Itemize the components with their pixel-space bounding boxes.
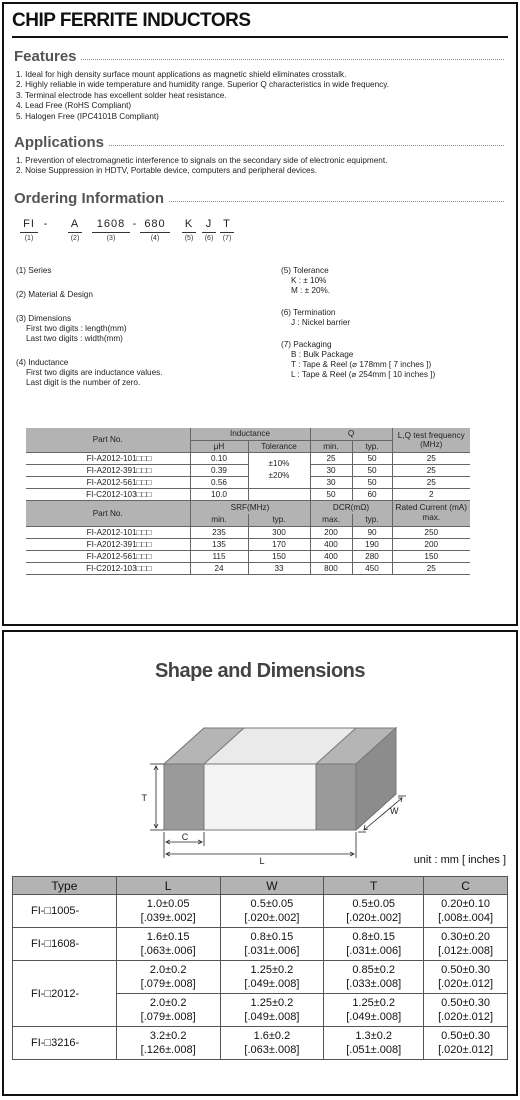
srf-typ: 300 — [248, 526, 310, 538]
ordering-left-column — [16, 266, 256, 402]
inductance-value: 0.10 — [190, 452, 248, 464]
code-number: (4) — [150, 235, 160, 242]
q-typ: 50 — [352, 452, 392, 464]
table-row — [13, 895, 508, 928]
col-header-l: L — [116, 877, 220, 895]
type-cell: FI-□3216- — [13, 1027, 117, 1060]
col-header-type: Type — [13, 877, 117, 895]
type-cell: FI-□2012- — [13, 961, 117, 1027]
w-cell: 1.6±0.2 [.063±.008] — [220, 1027, 324, 1060]
code-underline — [92, 232, 130, 233]
col-header-test-freq: L,Q test frequency (MHz) — [392, 428, 470, 452]
shape-dimensions-title: Shape and Dimensions — [154, 660, 366, 682]
col-header-q-min: min. — [310, 440, 352, 452]
srf-min: 235 — [190, 526, 248, 538]
l-cell: 3.2±0.2 [.126±.008] — [116, 1027, 220, 1060]
l-cell: 2.0±0.2 [.079±.008] — [116, 961, 220, 994]
t-cell: 1.25±0.2 [.049±.008] — [324, 994, 424, 1027]
code-packaging: T — [223, 218, 231, 230]
inductance-value: 0.39 — [190, 464, 248, 476]
table-row — [26, 526, 470, 538]
code-tolerance: K — [184, 218, 194, 230]
code-dimensions: 1608 — [96, 218, 126, 230]
rated-current: 250 — [392, 526, 470, 538]
dimensions-table — [12, 876, 508, 1060]
ordering-subitem: J : Nickel barrier — [291, 318, 351, 327]
ordering-item: (4) Inductance — [16, 358, 69, 367]
col-header-srf: SRF(MHz) — [190, 500, 310, 514]
applications-heading: Applications — [14, 134, 504, 152]
list-item: 1. Ideal for high density surface mount applications as magnetic shield eliminates crosstalk. — [16, 70, 347, 79]
table-row — [13, 928, 508, 961]
part-number: FI-C2012-103□□□ — [26, 488, 190, 500]
col-header-part: Part No. — [26, 500, 190, 526]
title-rule — [12, 36, 508, 38]
c-cell: 0.20±0.10 [.008±.004] — [424, 895, 508, 928]
c-cell: 0.30±0.20 [.012±.008] — [424, 928, 508, 961]
col-header-dcr: DCR(mΩ) — [310, 500, 392, 514]
dimension-label-c: C — [181, 832, 189, 842]
list-item: 2. Noise Suppression in HDTV, Portable device, computers and peripheral devices. — [16, 166, 317, 176]
q-typ: 60 — [352, 488, 392, 500]
ordering-subitem: M : ± 20%. — [291, 286, 331, 295]
code-number: (5) — [184, 235, 194, 242]
table-row — [13, 1027, 508, 1060]
code-termination: J — [205, 218, 213, 230]
ordering-item: (5) Tolerance — [281, 266, 329, 275]
part-number: FI-A2012-561□□□ — [26, 550, 190, 562]
inductance-value: 10.0 — [190, 488, 248, 500]
ordering-item: (2) Material & Design — [16, 290, 93, 299]
tolerance-cell — [248, 452, 310, 488]
rated-current: 150 — [392, 550, 470, 562]
col-header-w: W — [220, 877, 324, 895]
t-cell: 1.3±0.2 [.051±.008] — [324, 1027, 424, 1060]
l-cell: 2.0±0.2 [.079±.008] — [116, 994, 220, 1027]
t-cell: 0.8±0.15 [.031±.006] — [324, 928, 424, 961]
dcr-typ: 190 — [352, 538, 392, 550]
test-freq: 25 — [392, 476, 470, 488]
col-header-q-typ: typ. — [352, 440, 392, 452]
list-item: 5. Halogen Free (IPC4101B Compliant) — [16, 111, 159, 121]
q-typ: 50 — [352, 464, 392, 476]
q-min: 30 — [310, 476, 352, 488]
list-item: 4. Lead Free (RoHS Compliant) — [16, 101, 132, 111]
applications-list — [16, 156, 387, 177]
dcr-typ: 280 — [352, 550, 392, 562]
c-cell: 0.50±0.30 [.020±.012] — [424, 1027, 508, 1060]
ordering-item: (1) Series — [16, 266, 52, 275]
ordering-item: (3) Dimensions — [16, 314, 72, 323]
code-inductance: 680 — [144, 218, 166, 230]
part-number: FI-A2012-101□□□ — [26, 526, 190, 538]
code-underline — [20, 232, 38, 233]
srf-min: 135 — [190, 538, 248, 550]
part-number: FI-A2012-391□□□ — [26, 464, 190, 476]
rated-current: 200 — [392, 538, 470, 550]
dimension-label-w: W — [390, 806, 399, 816]
col-header-tolerance: Tolerance — [248, 440, 310, 452]
q-min: 30 — [310, 464, 352, 476]
w-cell: 0.5±0.05 [.020±.002] — [220, 895, 324, 928]
ordering-item: (7) Packaging — [281, 340, 332, 349]
w-cell: 0.8±0.15 [.031±.006] — [220, 928, 324, 961]
part-number: FI-A2012-561□□□ — [26, 476, 190, 488]
dcr-max: 200 — [310, 526, 352, 538]
rated-current: 25 — [392, 562, 470, 574]
dcr-typ: 450 — [352, 562, 392, 574]
srf-min: 24 — [190, 562, 248, 574]
col-header-srf-min: min. — [190, 514, 248, 526]
table-row — [26, 452, 470, 464]
ordering-subitem: T : Tape & Reel (⌀ 178mm [ 7 inches ]) — [291, 360, 432, 369]
ordering-subitem: K : ± 10% — [291, 276, 327, 285]
w-cell: 1.25±0.2 [.049±.008] — [220, 961, 324, 994]
ordering-subitem: First two digits : length(mm) — [26, 324, 127, 333]
srf-typ: 150 — [248, 550, 310, 562]
ordering-heading: Ordering Information — [14, 190, 504, 208]
col-header-dcr-typ: typ. — [352, 514, 392, 526]
code-dash: - — [43, 218, 49, 230]
dcr-max: 400 — [310, 550, 352, 562]
ordering-subitem: First two digits are inductance values. — [26, 368, 163, 377]
type-cell: FI-□1608- — [13, 928, 117, 961]
col-header-c: C — [424, 877, 508, 895]
col-header-dcr-max: max. — [310, 514, 352, 526]
table-row — [13, 961, 508, 994]
test-freq: 25 — [392, 464, 470, 476]
t-cell: 0.5±0.05 [.020±.002] — [324, 895, 424, 928]
w-cell: 1.25±0.2 [.049±.008] — [220, 994, 324, 1027]
t-cell: 0.85±0.2 [.033±.008] — [324, 961, 424, 994]
ordering-item: (6) Termination — [281, 308, 336, 317]
c-cell: 0.50±0.30 [.020±.012] — [424, 961, 508, 994]
list-item: 1. Prevention of electromagnetic interference to signals on the secondary side of electronic equipment. — [16, 156, 388, 165]
code-number: (2) — [70, 235, 80, 242]
ordering-right-column — [281, 266, 511, 394]
l-cell: 1.6±0.15 [.063±.006] — [116, 928, 220, 961]
code-number: (7) — [222, 235, 232, 242]
table-row — [26, 538, 470, 550]
ordering-subitem: L : Tape & Reel (⌀ 254mm [ 10 inches ]) — [291, 370, 436, 379]
inductance-value: 0.56 — [190, 476, 248, 488]
col-header-uh: μH — [190, 440, 248, 452]
dimension-label-t: T — [141, 793, 147, 803]
col-header-inductance: Inductance — [190, 428, 310, 440]
unit-label: unit : mm [ inches ] — [413, 854, 506, 866]
tolerance-a: ±10% — [268, 459, 290, 468]
doc-title: CHIP FERRITE INDUCTORS — [12, 10, 251, 31]
col-header-t: T — [324, 877, 424, 895]
srf-min: 115 — [190, 550, 248, 562]
dcr-typ: 90 — [352, 526, 392, 538]
list-item: 3. Terminal electrode has excellent solder heat resistance. — [16, 90, 227, 100]
col-header-rated-current: Rated Current (mA) max. — [392, 500, 470, 526]
c-cell: 0.50±0.30 [.020±.012] — [424, 994, 508, 1027]
code-number: (3) — [106, 235, 116, 242]
code-underline — [182, 232, 196, 233]
electrical-spec-table — [26, 428, 470, 575]
dcr-max: 800 — [310, 562, 352, 574]
table-row — [26, 488, 470, 500]
features-list — [16, 70, 389, 122]
datasheet-panel — [2, 2, 518, 626]
ordering-subitem: Last two digits : width(mm) — [26, 334, 123, 343]
code-dash: - — [132, 218, 138, 230]
list-item: 2. Highly reliable in wide temperature and humidity range. Superior Q characteristics in wide frequency. — [16, 80, 390, 90]
q-typ: 50 — [352, 476, 392, 488]
col-header-srf-typ: typ. — [248, 514, 310, 526]
code-material: A — [70, 218, 80, 230]
tolerance-b: ±20% — [268, 471, 290, 480]
col-header-part: Part No. — [26, 428, 190, 452]
ordering-subitem: B : Bulk Package — [291, 350, 354, 359]
ordering-subitem: Last digit is the number of zero. — [26, 378, 141, 387]
table-row — [26, 562, 470, 574]
code-underline — [202, 232, 216, 233]
code-underline — [140, 232, 170, 233]
test-freq: 25 — [392, 452, 470, 464]
type-cell: FI-□1005- — [13, 895, 117, 928]
code-underline — [220, 232, 234, 233]
code-number: (1) — [24, 235, 34, 242]
srf-typ: 170 — [248, 538, 310, 550]
q-min: 50 — [310, 488, 352, 500]
part-number: FI-A2012-391□□□ — [26, 538, 190, 550]
dcr-max: 400 — [310, 538, 352, 550]
test-freq: 2 — [392, 488, 470, 500]
part-number: FI-C2012-103□□□ — [26, 562, 190, 574]
table-row — [26, 550, 470, 562]
code-number: (6) — [204, 235, 214, 242]
col-header-q: Q — [310, 428, 392, 440]
shape-dimensions-panel — [2, 630, 518, 1096]
features-heading: Features — [14, 48, 504, 66]
srf-typ: 33 — [248, 562, 310, 574]
code-underline — [68, 232, 82, 233]
q-min: 25 — [310, 452, 352, 464]
dimension-label-l: L — [259, 856, 265, 866]
code-series: FI — [23, 218, 35, 230]
part-number: FI-A2012-101□□□ — [26, 452, 190, 464]
l-cell: 1.0±0.05 [.039±.002] — [116, 895, 220, 928]
